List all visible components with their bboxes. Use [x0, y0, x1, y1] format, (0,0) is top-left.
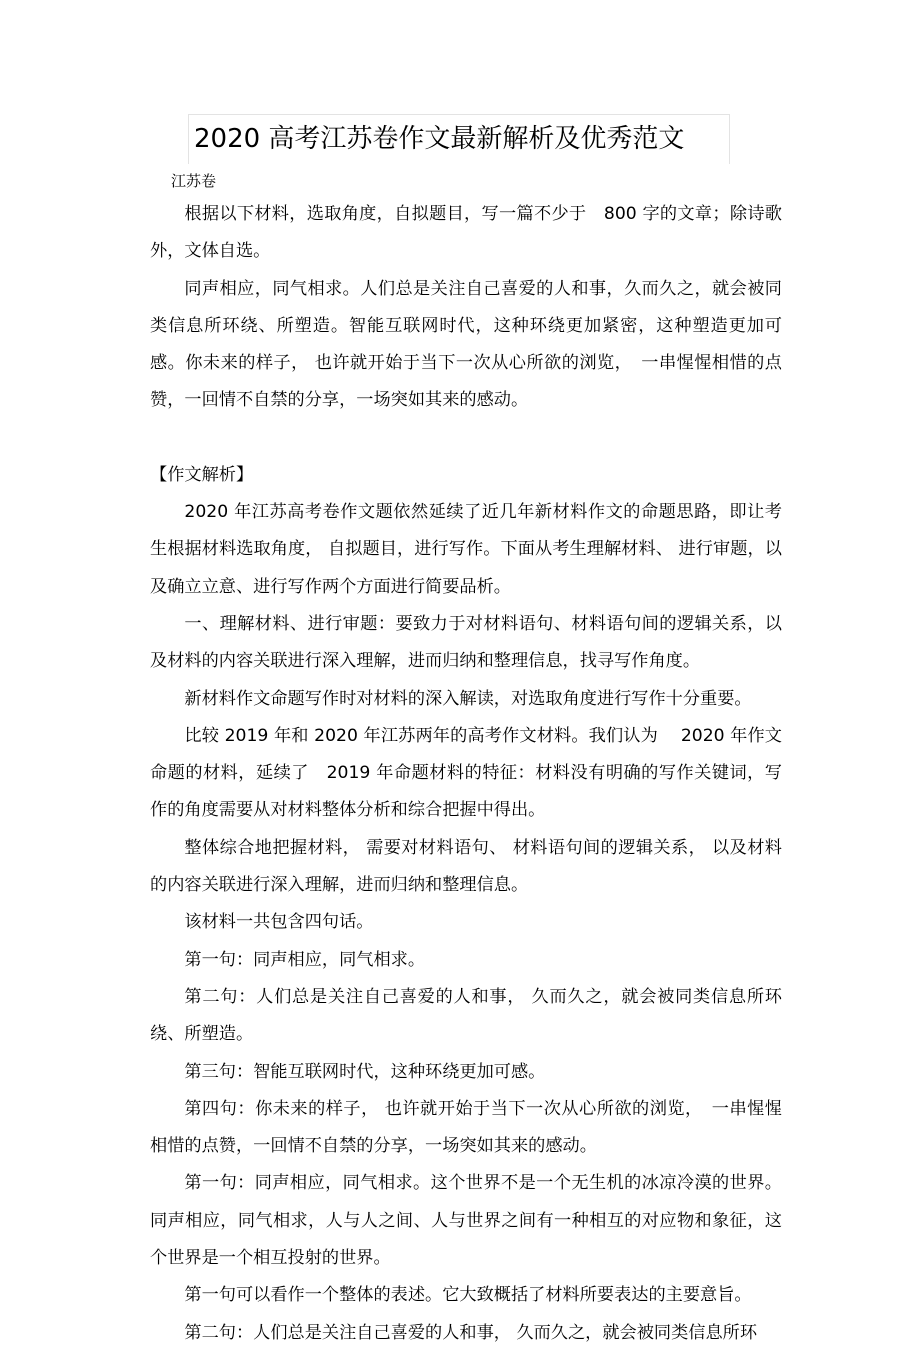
paragraph-sentence-2-analysis: 第二句：人们总是关注自己喜爱的人和事， 久而久之，就会被同类信息所环: [184, 1322, 758, 1343]
paragraph-analysis-3: 新材料作文命题写作时对材料的深入解读，对选取角度进行写作十分重要。: [184, 688, 752, 709]
paragraph-sentence-1-analysis: 第一句：同声相应，同气相求。这个世界不是一个无生机的冰凉冷漠的世界。同声相应，同气相求，人与人之间、人与世界之间有一种相互的对应物和象征，这个世界是一个相互投射的世界。: [150, 1173, 782, 1269]
paragraph-analysis-6: 该材料一共包含四句话。: [184, 912, 374, 933]
paragraph-analysis-2: 一、理解材料、进行审题：要致力于对材料语句、材料语句间的逻辑关系，以及材料的内容关联进行深入理解，进而归纳和整理信息，找寻写作角度。: [150, 613, 782, 672]
paragraph-prompt-material: 同声相应，同气相求。人们总是关注自己喜爱的人和事，久而久之，就会被同类信息所环绕、所塑造。智能互联网时代，这种环绕更加紧密，这种塑造更加可感。你未来的样子， 也许就开始于当下一次从心所欲的浏览， 一串惺惺相惜的点赞，一回情不自禁的分享，一场突如其来的感动。: [150, 278, 782, 411]
section-heading-analysis: 【作文解析】: [150, 464, 254, 485]
exam-paper-label: 江苏卷: [171, 172, 217, 190]
paragraph-sentence-4-quote: 第四句：你未来的样子， 也许就开始于当下一次从心所欲的浏览， 一串惺惺相惜的点赞，一回情不自禁的分享，一场突如其来的感动。: [150, 1098, 782, 1157]
paragraph-sentence-1-quote: 第一句：同声相应，同气相求。: [184, 949, 426, 970]
paragraph-analysis-4: 比较 2019 年和 2020 年江苏两年的高考作文材料。我们认为 2020 年作文命题的材料，延续了 2019 年命题材料的特征：材料没有明确的写作关键词，写作的角度需要从对材料整体分析和综合把握中得出。: [150, 725, 782, 821]
title-box: [188, 114, 730, 164]
page-title: 2020 高考江苏卷作文最新解析及优秀范文: [194, 124, 685, 154]
document-body: [150, 196, 782, 1352]
paragraph-sentence-2-quote: 第二句：人们总是关注自己喜爱的人和事， 久而久之，就会被同类信息所环绕、所塑造。: [150, 986, 782, 1045]
paragraph-prompt-instruction: 根据以下材料，选取角度，自拟题目，写一篇不少于 800 字的文章；除诗歌外，文体自选。: [150, 204, 782, 262]
paragraph-analysis-1: 2020 年江苏高考卷作文题依然延续了近几年新材料作文的命题思路，即让考生根据材料选取角度， 自拟题目，进行写作。下面从考生理解材料、 进行审题，以及确立立意、进行写作两个方面进行简要品析。: [150, 502, 782, 597]
paragraph-sentence-1-summary: 第一句可以看作一个整体的表述。它大致概括了材料所要表达的主要意旨。: [184, 1285, 752, 1306]
paragraph-analysis-5: 整体综合地把握材料， 需要对材料语句、 材料语句间的逻辑关系， 以及材料的内容关联进行深入理解，进而归纳和整理信息。: [150, 837, 782, 896]
paragraph-sentence-3-quote: 第三句：智能互联网时代，这种环绕更加可感。: [184, 1061, 546, 1082]
